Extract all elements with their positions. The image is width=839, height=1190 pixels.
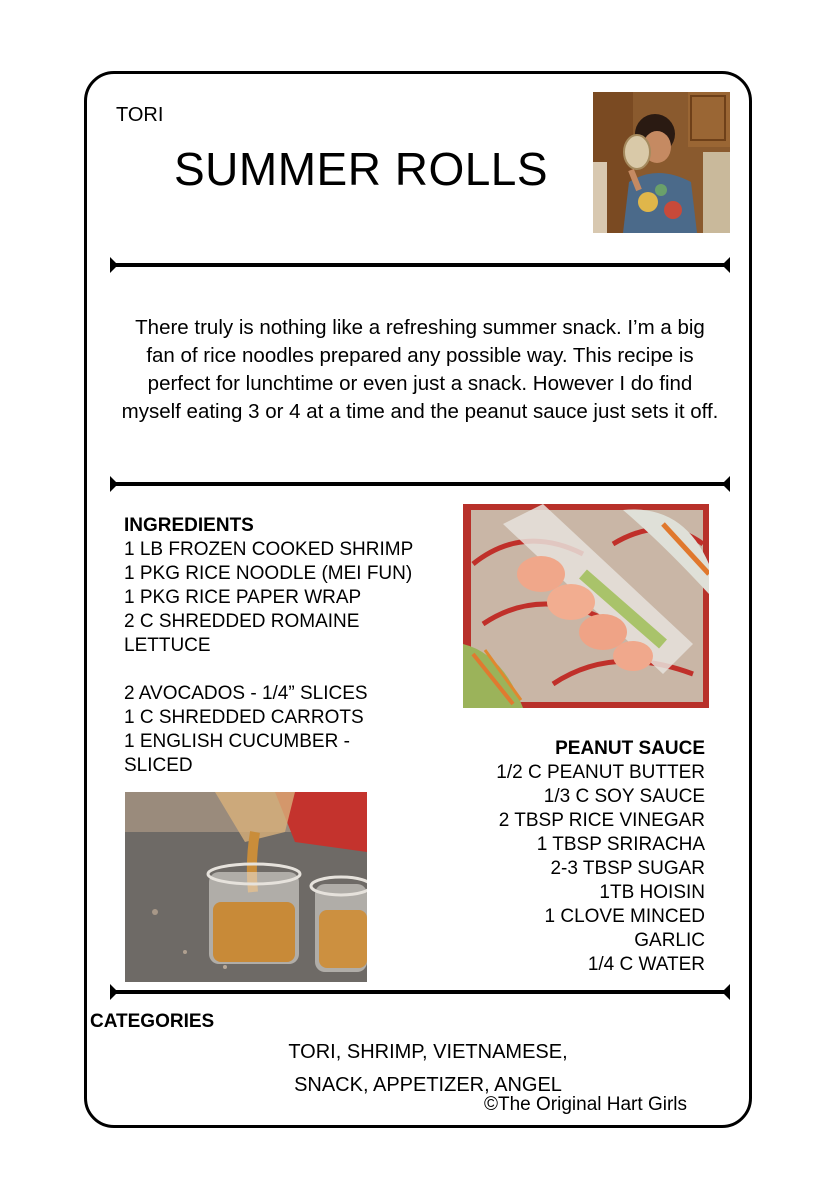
peanut-sauce-section (440, 737, 705, 977)
ingredients-heading: INGREDIENTS (124, 515, 254, 536)
recipe-intro: There truly is nothing like a refreshing summer snack. I’m a big fan of rice noodles prepared any possible way. This recipe is perfect for lunchtime or even just a snack. However I do find myself eating 3 or 4 at a time and the peanut sauce just sets it off. (121, 316, 719, 423)
recipe-title: SUMMER ROLLS (174, 143, 549, 195)
categories-list (240, 1036, 616, 1102)
divider-middle (110, 476, 730, 492)
summer-rolls-photo (463, 504, 709, 708)
sauce-item: 2-3 TBSP SUGAR (550, 858, 705, 879)
ingredient-item: 1 C SHREDDED CARROTS (124, 707, 364, 728)
sauce-item: 1/3 C SOY SAUCE (543, 786, 705, 807)
ingredient-item: 2 C SHREDDED ROMAINE LETTUCE (124, 611, 360, 656)
author-photo (593, 92, 730, 233)
ingredient-item: 1 LB FROZEN COOKED SHRIMP (124, 539, 414, 560)
sauce-photo (125, 792, 367, 982)
ingredient-item: 1 PKG RICE NOODLE (MEI FUN) (124, 563, 413, 584)
copyright: ©The Original Hart Girls (484, 1094, 687, 1115)
sauce-item: 1 TBSP SRIRACHA (536, 834, 705, 855)
sauce-item: 1/4 C WATER (587, 954, 705, 975)
author-name: TORI (116, 104, 164, 126)
ingredient-item: 1 ENGLISH CUCUMBER - SLICED (124, 731, 350, 776)
ingredient-item: 2 AVOCADOS - 1/4” SLICES (124, 683, 368, 704)
sauce-item: 2 TBSP RICE VINEGAR (498, 810, 705, 831)
divider-bottom (110, 984, 730, 1000)
ingredients-section (124, 514, 464, 778)
ingredient-item: 1 PKG RICE PAPER WRAP (124, 587, 362, 608)
categories-line: SNACK, APPETIZER, ANGEL (294, 1074, 562, 1096)
sauce-item: 1TB HOISIN (599, 882, 705, 903)
peanut-sauce-heading: PEANUT SAUCE (555, 738, 705, 759)
categories-line: TORI, SHRIMP, VIETNAMESE, (288, 1041, 568, 1063)
sauce-item: 1/2 C PEANUT BUTTER (496, 762, 705, 783)
categories-heading: CATEGORIES (90, 1011, 215, 1032)
divider-top (110, 257, 730, 273)
sauce-item: 1 CLOVE MINCED GARLIC (544, 906, 705, 951)
